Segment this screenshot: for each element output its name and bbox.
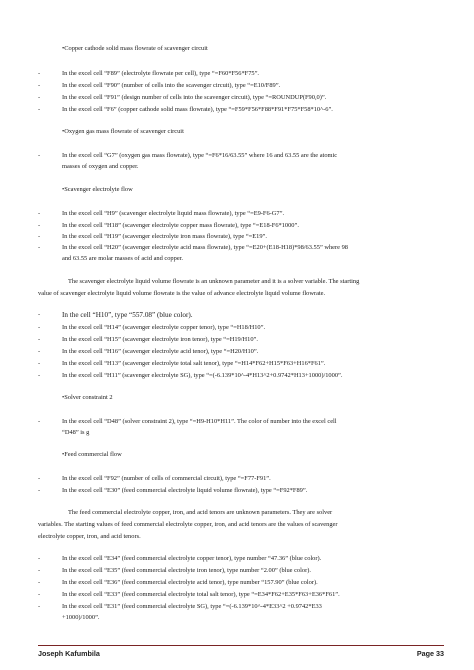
section-heading: •Solver constraint 2 xyxy=(62,394,113,401)
list-item: In the excel cell “F91” (design number of cells into the scavenger circuit), type “=ROUNDUP(F90,0)”. xyxy=(62,94,327,101)
paragraph-line: variables. The starting values of feed commercial electrolyte copper, iron, and acid tenors are the values of scavenger xyxy=(38,521,338,528)
list-dash: - xyxy=(38,603,41,610)
list-dash: - xyxy=(38,360,41,367)
list-dash: - xyxy=(38,82,41,89)
list-item: In the excel cell “H19” (scavenger electrolyte iron mass flowrate), type “=E19”. xyxy=(62,233,267,240)
paragraph-line: electrolyte copper, iron, and acid tenors. xyxy=(38,533,141,540)
list-item: In the excel cell “H15” (scavenger electrolyte iron tenor), type “=H19/H10”. xyxy=(62,336,258,343)
list-item-continuation: “D48” is g xyxy=(62,429,90,436)
list-item: In the excel cell “F6” (copper cathode solid mass flowrate), type “=F59*F56*F88*F91*F75*F58*10^-6”. xyxy=(62,106,333,113)
list-dash: - xyxy=(38,222,41,229)
footer-author: Joseph Kafumbila xyxy=(38,649,100,658)
list-item-continuation: +1000)/1000”. xyxy=(62,614,100,621)
list-item: In the excel cell “H14” (scavenger electrolyte copper tenor), type “=H18/H10”. xyxy=(62,324,266,331)
list-dash: - xyxy=(38,418,41,425)
list-item: In the excel cell “F90” (number of cells into the scavenger circuit), type “=E10/F89”. xyxy=(62,82,281,89)
list-item: In the excel cell “H16” (scavenger electrolyte acid tenor), type “=H20/H10”. xyxy=(62,348,259,355)
list-dash: - xyxy=(38,348,41,355)
list-dash: - xyxy=(38,555,41,562)
list-item: In the excel cell “D48” (solver constraint 2), type “=H9-H10*H11”. The color of number into the excel cell xyxy=(62,418,337,425)
list-item: In the excel cell “H18” (scavenger electrolyte copper mass flowrate), type “=E18-F6*1000”. xyxy=(62,222,299,229)
list-item: In the excel cell “E34” (feed commercial electrolyte copper tenor), type number “47.36” (blue color). xyxy=(62,555,322,562)
list-dash: - xyxy=(38,244,41,251)
section-heading: •Feed commercial flow xyxy=(62,451,122,458)
list-dash: - xyxy=(38,233,41,240)
list-dash: - xyxy=(38,591,41,598)
paragraph-line: value of scavenger electrolyte liquid volume flowrate is the value of advance electrolyte liquid volume flowrate. xyxy=(38,290,326,297)
list-item: In the excel cell “G7” (oxygen gas mass flowrate), type “=F6*16/63.55” where 16 and 63.55 are the atomic xyxy=(62,152,338,159)
list-dash: - xyxy=(38,311,41,318)
list-dash: - xyxy=(38,94,41,101)
list-item: In the excel cell “H20” (scavenger electrolyte acid mass flowrate), type “=E20+(E18-H18)*98/63.55” where 98 xyxy=(62,244,348,251)
list-item: In the excel cell “E35” (feed commercial electrolyte iron tenor), type number “2.00” (blue color). xyxy=(62,567,311,574)
footer-rule xyxy=(38,645,444,646)
section-heading: •Scavenger electrolyte flow xyxy=(62,186,133,193)
list-dash: - xyxy=(38,324,41,331)
section-heading: •Copper cathode solid mass flowrate of scavenger circuit xyxy=(62,45,208,52)
list-item: In the excel cell “F92” (number of cells of commercial circuit), type “=F77-F91”. xyxy=(62,475,271,482)
list-item: In the cell “H10”, type “557.08” (blue color). xyxy=(62,311,193,319)
list-item-continuation: and 63.55 are molar masses of acid and copper. xyxy=(62,255,184,262)
list-item: In the excel cell “F89” (electrolyte flowrate per cell), type “=F60*F56*F75”. xyxy=(62,70,260,77)
list-item: In the excel cell “H13” (scavenger electrolyte total salt tenor), type “=H14*F62+H15*F63+H16*F61”. xyxy=(62,360,326,367)
section-heading: •Oxygen gas mass flowrate of scavenger circuit xyxy=(62,128,184,135)
list-item: In the excel cell “E33” (feed commercial electrolyte total salt tenor), type “=E34*F62+E35*F63+E36*F61”. xyxy=(62,591,340,598)
list-dash: - xyxy=(38,487,41,494)
list-dash: - xyxy=(38,475,41,482)
list-dash: - xyxy=(38,152,41,159)
list-item: In the excel cell “E30” (feed commercial electrolyte liquid volume flowrate), type “=F92*F89”. xyxy=(62,487,308,494)
paragraph-line: The scavenger electrolyte liquid volume flowrate is an unknown parameter and it is a solver variable. The starting xyxy=(68,278,360,285)
list-item: In the excel cell “H9” (scavenger electrolyte liquid mass flowrate), type “=E9-F6-G7”. xyxy=(62,210,285,217)
list-dash: - xyxy=(38,567,41,574)
list-item: In the excel cell “E31” (feed commercial electrolyte SG), type “=(-6.139*10^-4*E33^2 +0.9742*E33 xyxy=(62,603,322,610)
list-item: In the excel cell “H11” (scavenger electrolyte SG), type “=(-6.139*10^-4*H13^2+0.9742*H13+1000)/1000”. xyxy=(62,372,343,379)
footer-page-number: Page 33 xyxy=(416,649,444,658)
list-dash: - xyxy=(38,336,41,343)
list-dash: - xyxy=(38,579,41,586)
list-dash: - xyxy=(38,372,41,379)
list-dash: - xyxy=(38,70,41,77)
paragraph-line: The feed commercial electrolyte copper, iron, and acid tenors are unknown parameters. They are solver xyxy=(68,509,333,516)
list-item: In the excel cell “E36” (feed commercial electrolyte acid tenor), type number “157.90” (blue color). xyxy=(62,579,318,586)
list-item-continuation: masses of oxygen and copper. xyxy=(62,163,139,170)
list-dash: - xyxy=(38,210,41,217)
list-dash: - xyxy=(38,106,41,113)
